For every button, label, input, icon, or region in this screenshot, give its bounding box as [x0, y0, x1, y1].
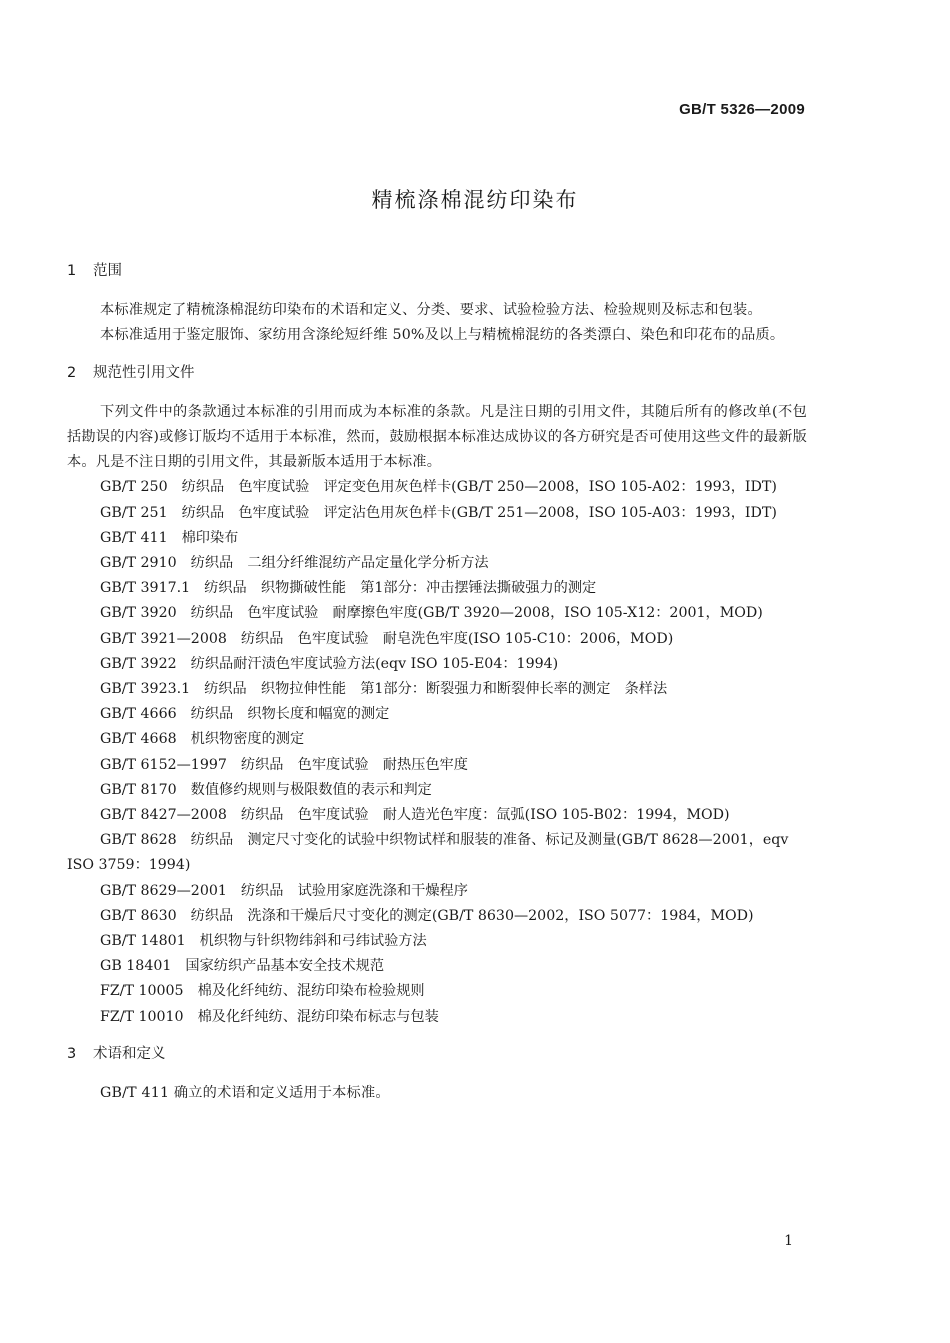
reference-item: [67, 652, 807, 677]
page-number: 1: [784, 1233, 793, 1249]
reference-title: 纺织品 色牢度试验 耐摩擦色牢度(GB/T 3920—2008，ISO 105-X12：2001，MOD): [190, 605, 763, 622]
reference-item: [67, 879, 807, 904]
reference-code: GB 18401: [100, 958, 172, 975]
reference-title: 纺织品 织物拉伸性能 第1部分：断裂强力和断裂伸长率的测定 条样法: [204, 681, 668, 698]
reference-title: 纺织品 试验用家庭洗涤和干燥程序: [240, 882, 468, 899]
reference-title: 纺织品 色牢度试验 评定变色用灰色样卡(GB/T 250—2008，ISO 105-A02：1993，IDT): [181, 479, 777, 496]
reference-code: GB/T 14801: [100, 933, 186, 950]
reference-code: GB/T 4668: [100, 731, 177, 748]
reference-code: FZ/T 10005: [100, 983, 184, 1000]
reference-item: [67, 1005, 807, 1030]
paragraph: 本标准适用于鉴定服饰、家纺用含涤纶短纤维 50%及以上与精梳棉混纺的各类漂白、染色和印花布的品质。: [100, 327, 785, 344]
reference-code: GB/T 8629—2001: [100, 882, 227, 899]
reference-item: [67, 828, 807, 878]
reference-item: [67, 501, 807, 526]
standard-code: GB/T 5326—2009: [679, 101, 805, 118]
reference-item: [67, 929, 807, 954]
section-number: 3: [67, 1045, 77, 1062]
reference-title: 纺织品 色牢度试验 耐皂洗色牢度(ISO 105-C10：2006，MOD): [240, 630, 674, 647]
section-title: 术语和定义: [93, 1045, 166, 1062]
paragraph: 下列文件中的条款通过本标准的引用而成为本标准的条款。凡是注日期的引用文件，其随后所有的修改单(不包括勘误的内容)或修订版均不适用于本标准，然而，鼓励根据本标准达成协议的各方研究是否可使用这些文件的最新版本。凡是不注日期的引用文件，其最新版本适用于本标准。: [67, 403, 807, 471]
reference-title: 棉及化纤纯纺、混纺印染布标志与包装: [197, 1008, 439, 1025]
reference-item: [67, 551, 807, 576]
section-scope: [67, 259, 807, 349]
section-title: 规范性引用文件: [93, 364, 195, 381]
section-normative-references: [67, 361, 807, 1030]
reference-item: [67, 904, 807, 929]
reference-title: 纺织品 色牢度试验 评定沾色用灰色样卡(GB/T 251—2008，ISO 105-A03：1993，IDT): [181, 504, 777, 521]
reference-code: FZ/T 10010: [100, 1008, 184, 1025]
section-heading: [67, 259, 807, 284]
reference-item: [67, 526, 807, 551]
reference-code: GB/T 3920: [100, 605, 177, 622]
reference-title: 纺织品 二组分纤维混纺产品定量化学分析方法: [190, 555, 489, 572]
document-title: 精梳涤棉混纺印染布: [371, 188, 579, 212]
reference-item: [67, 627, 807, 652]
reference-item: [67, 778, 807, 803]
reference-item: [67, 753, 807, 778]
section-terms-definitions: [67, 1042, 807, 1106]
reference-title: 纺织品 洗涤和干燥后尺寸变化的测定(GB/T 8630—2002，ISO 5077：1984，MOD): [190, 907, 754, 924]
reference-item: [67, 979, 807, 1004]
reference-title: 棉印染布: [181, 529, 239, 546]
reference-title: 机织物密度的测定: [190, 731, 305, 748]
section-number: 2: [67, 364, 77, 381]
section-heading: [67, 361, 807, 386]
reference-title: 纺织品 织物撕破性能 第1部分：冲击摆锤法撕破强力的测定: [204, 580, 597, 597]
reference-title: 机织物与针织物纬斜和弓纬试验方法: [199, 933, 427, 950]
reference-code: GB/T 3922: [100, 655, 177, 672]
paragraph: 本标准规定了精梳涤棉混纺印染布的术语和定义、分类、要求、试验检验方法、检验规则及标志和包装。: [100, 302, 762, 319]
reference-code: GB/T 411: [100, 529, 168, 546]
reference-code: GB/T 4666: [100, 706, 177, 723]
reference-item: [67, 803, 807, 828]
reference-item: [67, 601, 807, 626]
reference-item: [67, 475, 807, 500]
reference-item: [67, 677, 807, 702]
reference-code: GB/T 3921—2008: [100, 630, 227, 647]
reference-title: 棉及化纤纯纺、混纺印染布检验规则: [197, 983, 425, 1000]
reference-title: 纺织品 色牢度试验 耐人造光色牢度：氙弧(ISO 105-B02：1994，MOD): [240, 807, 730, 824]
reference-title: 数值修约规则与极限数值的表示和判定: [190, 781, 432, 798]
reference-item: [67, 576, 807, 601]
reference-code: GB/T 250: [100, 479, 168, 496]
reference-code: GB/T 8427—2008: [100, 807, 227, 824]
reference-code: GB/T 8170: [100, 781, 177, 798]
document-content: [67, 259, 807, 1118]
reference-code: GB/T 6152—1997: [100, 756, 227, 773]
section-title: 范围: [93, 263, 122, 279]
reference-title: 纺织品 色牢度试验 耐热压色牢度: [240, 756, 468, 773]
reference-title: 纺织品耐汗渍色牢度试验方法(eqv ISO 105-E04：1994): [190, 655, 559, 672]
paragraph: GB/T 411 确立的术语和定义适用于本标准。: [100, 1085, 390, 1102]
reference-code: GB/T 8628: [100, 832, 177, 849]
reference-item: [67, 727, 807, 752]
reference-item: [67, 702, 807, 727]
reference-code: GB/T 3917.1: [100, 580, 191, 597]
reference-code: GB/T 8630: [100, 907, 177, 924]
reference-item: [67, 954, 807, 979]
reference-code: GB/T 251: [100, 504, 168, 521]
reference-code: GB/T 3923.1: [100, 681, 191, 698]
section-number: 1: [67, 263, 77, 279]
reference-list: [67, 475, 807, 1029]
reference-title: 纺织品 织物长度和幅宽的测定: [190, 706, 390, 723]
reference-title: 国家纺织产品基本安全技术规范: [185, 958, 385, 975]
reference-title: 纺织品 测定尺寸变化的试验中织物试样和服装的准备、标记及测量(GB/T 8628—2001，eqv ISO 3759：1994): [67, 832, 789, 874]
reference-code: GB/T 2910: [100, 555, 177, 572]
section-heading: [67, 1042, 807, 1067]
